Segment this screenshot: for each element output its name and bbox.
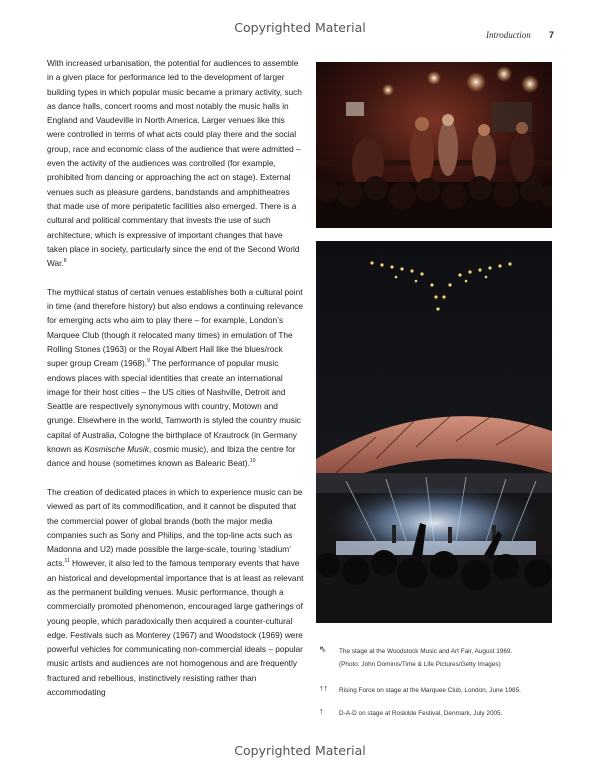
photo-roskilde-festival [316, 241, 552, 623]
text-run: Kosmische Musik [84, 444, 149, 455]
photo-marquee-club-image [316, 62, 552, 228]
text-run: However, it also led to the famous temporary events that have an historical and developmental importance that is at least as relevant as the permanent building venues. Music performance, though a commercially promoted phenomenon, encouraged large gatherings of young people, which paradoxically then acquired a counter-cultural edge. Festivals such as Monterey (1967) and Woodstock (1969) were powerful vehicles for communicating non-commercial ideals – popular music artists and audiences are not homogenous and are frequently fractured and rebellious, instinctively resisting rather than accommodating [47, 558, 304, 698]
caption-line: The stage at the Woodstock Music and Art Fair, August 1969. [339, 648, 513, 655]
footnote-ref: 10 [249, 458, 256, 465]
footnote-ref: 8 [63, 258, 67, 265]
arrow-up-icon: ↑ [319, 706, 324, 716]
caption-line: Rising Force on stage at the Marquee Club, London, June 1985. [339, 687, 521, 694]
text-run: With increased urbanisation, the potential for audiences to assemble in a given place for performance led to the development of larger building types in which popular music became a primary activity, such as dance halls, concert rooms and most notably the music halls in England and Vaudeville in North America. Larger venues like this were controlled in terms of what acts could play there and the social group, race and economic class of the audience that were admitted – even the activity of the audiences was controlled (for example, prohibited from dancing or approaching the act on stage). External venues such as pleasure gardens, bandstands and amphitheatres that made use of more peripatetic facilities also emerged. There is a cultural and political commentary that invests the use of such architecture, which is expressive of important changes that have taken place in society, particularly since the end of the Second World War. [47, 58, 302, 269]
watermark-top: Copyrighted Material [234, 20, 366, 35]
text-run: , cosmic music), and Ibiza the centre for dance and house (sometimes known as Balearic Beat). [47, 444, 296, 469]
body-paragraph [47, 485, 305, 699]
body-paragraph [47, 56, 305, 270]
double-arrow-up-icon: ↑↑ [319, 683, 328, 693]
footnote-ref: 9 [147, 358, 150, 365]
body-text [47, 56, 305, 714]
page-number: 7 [548, 30, 554, 41]
photo-roskilde-festival-image [316, 241, 552, 623]
text-run: The performance of popular music endows places with special identities that create an international image for their host cities – the US cities of Nashville, Detroit and Seattle are respectively synonymous with country, Motown and grunge. Elsewhere in the world, Tamworth is styled the country music capital of Australia, Cologne the birthplace of Krautrock (in Germany known as [47, 358, 301, 455]
text-run: The mythical status of certain venues establishes both a cultural point in time (and therefore history) but also endows a continuing relevance for emerging acts who aim to play there – for example, London’s Marquee Club (though it relocated many times) in emulation of The Rolling Stones (1963) or the Royal Albert Hall like the blues/rock super group Cream (1968). [47, 286, 303, 369]
running-head [486, 30, 554, 41]
arrow-up-left-icon: ⇖ [319, 644, 327, 654]
watermark-bottom: Copyrighted Material [234, 743, 366, 758]
text-run: The creation of dedicated places in which to experience music can be viewed as part of its commodification, and it cannot be disputed that the commercial power of global brands (both the major media companies such as Sony and Philips, and the top-line acts such as Madonna and U2) made possible the large-scale, touring ‘stadium’ acts. [47, 486, 303, 569]
photo-marquee-club [316, 62, 552, 228]
body-paragraph [47, 285, 305, 471]
footnote-ref: 11 [64, 558, 70, 565]
caption-line: D-A-D on stage at Roskilde Festival, Denmark, July 2005. [339, 710, 503, 717]
caption-line: (Photo: John Dominis/Time & Life Pictures/Getty Images) [339, 661, 501, 668]
section-title: Introduction [486, 30, 531, 40]
